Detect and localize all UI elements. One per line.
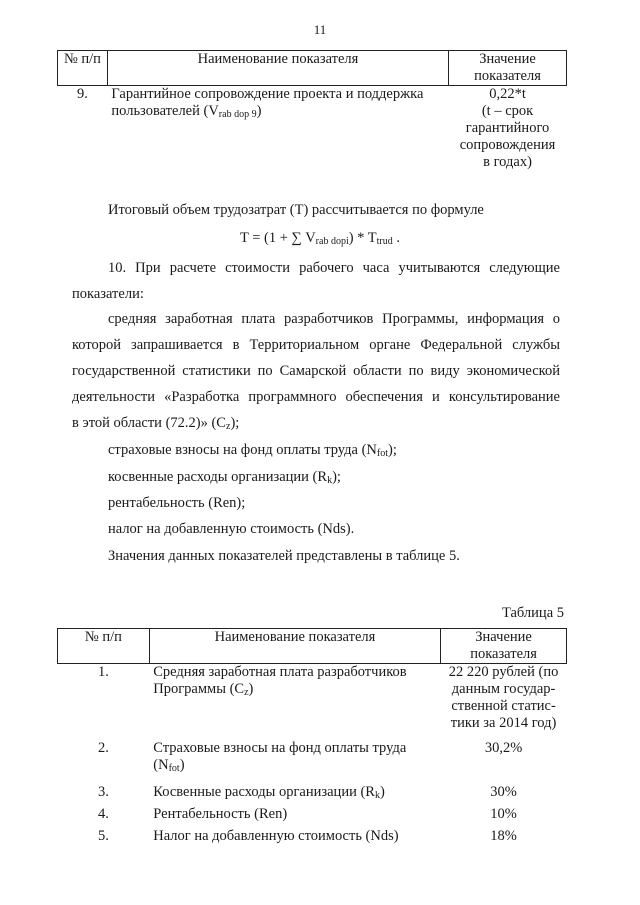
table-row (58, 784, 567, 806)
table-indicators-continued (57, 50, 567, 171)
profitability-line: рентабельность (Ren); (108, 495, 246, 511)
row-number: 1. (97, 664, 109, 680)
row-indicator-name: Средняя заработная плата разработчиков Программы $(C_z)$ (153, 664, 407, 698)
row-number: 2. (97, 739, 109, 756)
paragraph-10-line2: показатели: (72, 286, 144, 302)
indirect-costs-line: косвенные расходы организации $(R_k)$; (108, 469, 341, 486)
row-number: 3. (97, 783, 109, 800)
salary-line4: деятельности «Разработка программного обеспечения и консультирование (72, 389, 560, 405)
row-indicator-value: 10% (490, 805, 517, 822)
row-number: 9. (77, 86, 88, 102)
row-indicator-name: Гарантийное сопровождение проекта и поддержка пользователей $(V_{rab dop 9})$ (111, 86, 424, 120)
salary-line3: государственной статистики по Самарской области по виду экономической (72, 363, 560, 379)
salary-line5: в этой области (72.2)» $(C_z)$; (72, 415, 240, 432)
table-row (58, 806, 567, 828)
row-indicator-name: Налог на добавленную стоимость (Nds) (153, 827, 399, 844)
row-indicator-name: Косвенные расходы организации $(R_k)$ (153, 783, 385, 801)
header-indicator-value: Значение показателя (449, 51, 567, 86)
row-indicator-value: 0,22*t (t – срок гарантийного сопровождения в годах) (459, 86, 556, 170)
row-indicator-name: Страховые взносы на фонд оплаты труда $(N_{fot})$ (153, 739, 407, 774)
header-indicator-name: Наименование показателя (107, 51, 448, 86)
row-number: 5. (97, 827, 109, 844)
table-header-row (58, 629, 567, 664)
row-indicator-value: 30,2% (484, 739, 523, 756)
header-indicator-name: Наименование показателя (149, 629, 440, 664)
table-5 (57, 628, 567, 850)
labor-formula: T = (1 + ∑ $V_{rab dopi}) * T_{trud}$ . (239, 230, 401, 247)
table-header-row (58, 51, 567, 86)
table-row (58, 828, 567, 850)
row-number: 4. (97, 805, 109, 822)
total-labor-intro: Итоговый объем трудозатрат (T) рассчитывается по формуле (108, 202, 484, 218)
header-indicator-value: Значение показателя (441, 629, 567, 664)
row-indicator-value: 30% (490, 783, 517, 800)
row-indicator-name: Рентабельность (Ren) (153, 805, 288, 822)
header-number: № п/п (58, 629, 150, 664)
salary-line2: которой запрашивается в Территориальном органе Федеральной службы (72, 337, 560, 353)
vat-line: налог на добавленную стоимость (Nds). (108, 521, 355, 537)
paragraph-10-line1: 10. При расчете стоимости рабочего часа учитываются следующие (108, 260, 560, 276)
table-row (58, 664, 567, 740)
table-row (58, 86, 567, 172)
table-row (58, 740, 567, 784)
row-indicator-value: 22 220 рублей (по данным государ-ственной статис-тики за 2014 год) (448, 664, 559, 731)
salary-line1: средняя заработная плата разработчиков Программы, информация о (108, 311, 560, 327)
page-number: 11 (313, 22, 327, 37)
values-note-line: Значения данных показателей представлены в таблице 5. (108, 548, 460, 564)
insurance-line: страховые взносы на фонд оплаты труда $(N_{fot})$; (108, 442, 397, 459)
table5-caption: Таблица 5 (501, 605, 564, 621)
header-number: № п/п (58, 51, 108, 86)
row-indicator-value: 18% (490, 827, 517, 844)
